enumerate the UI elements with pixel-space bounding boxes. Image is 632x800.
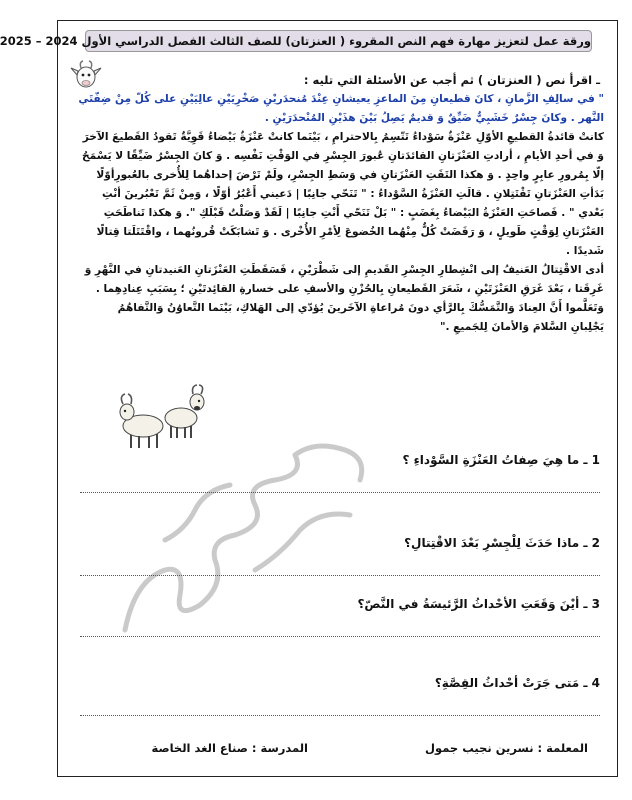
question-1-block [80,453,600,493]
goat-pair-icon [113,382,213,456]
question-4: 4 ـ مَتى جَرَتْ أحْداثُ القِصَّةِ؟ [434,676,600,690]
goat-head-icon [69,60,103,94]
answer-line-4[interactable] [80,714,600,716]
story-line: " في سالِفِ الزَّمانِ ، كانَ قطيعانِ مِنَ الماعزِ يعيشانِ عِنْدَ مُنحدَريْنِ صَخْرِيَيْنِ عالِيَيْنِ على كُلّ مِنْ ضِفّتَي [78,93,604,105]
story-line: غَرِقَتا ، بَعْدَ غَرَقِ العَنْزَتَيْنِ ، شَعَرَ القَطيعانِ بِالحُزْنِ والأسفِ على خسارةِ القائِدتَيْنِ ؛ بِسَبَبِ عِنادِهِما . [95,283,604,295]
school-name: المدرسة : صناع الغد الخاصة [151,741,308,755]
answer-line-1[interactable] [80,491,600,493]
story-line: إلّا بِمُرورِ عابِرٍ واحِدٍ . وَ هكذا التَقَتِ العَنْزَتانِ في وَسَطِ الجِسْرِ، ولَمْ تَرْضَ إحداهُما لِلأُخرى بالعُبورِأوّلًا [96,169,604,181]
answer-line-3[interactable] [80,635,600,637]
story-text [74,90,604,337]
story-line: بَعْدي " . فَصاحَتِ العَنْزَةُ البَيْضاءُ بِغَضَبٍ : " بَلْ تَنَحّي أَنْتِ جانِبًا | لَقَدْ وَصَلْتُ قَبْلَكِ ". وَ هكذا تَناطَحَتِ [103,207,604,219]
question-4-block [80,676,600,716]
question-1: 1 ـ ما هِيَ صِفاتُ العَنْزَةِ السَّوْداءِ ؟ [402,453,600,467]
question-3-block [80,597,600,637]
question-3: 3 ـ أيْنَ وَقَعَتِ الأحْداثُ الرَّئيسَةُ في النَّصّ؟ [357,597,600,611]
story-line: أدى الاقْتِتالُ العَنيفُ إلى انْشِطارِ الجِسْرِ القَديمِ إلى شَطْرَيْنِ ، فَسَقَطَتِ العَنْزَتانِ العَنيدتانِ في النَّهْرِ وَ [84,264,604,276]
story-line: وَ في أحدِ الأيامِ ، أرادتِ العَنْزَتانِ القائدَتانِ عُبورَ الجِسْرِ في الوَقْتِ نَفْسِه . وَ كانَ الجِسْرُ ضَيِّقًا لا يَسْمَحُ [82,150,604,162]
story-line: النَّهر . وكانَ جِسْرٌ خَشَبِيٌّ ضَيِّقٌ وَ قديمٌ يَصِلُ بَيْنَ هذَيْنِ المُنْحدَرَيْنِ . [264,112,604,124]
answer-line-2[interactable] [80,574,600,576]
story-line: العَنْزَتانِ لِوَقْتٍ طَويلٍ ، وَ رَفَضَتْ كُلٌّ مِنْهُما الخُضوعَ لِأمْرِ الأُخْرى . وَ تَشابَكَتْ قُرونُهما ، واقْتَتَلَتا قِتالًا [96,226,604,238]
story-line: وَتَعَلَّموا أَنَّ العِنادَ وَالتَّمَسُّكَ بِالرَّأي دونَ مُراعاةِ الآخَرينَ يُؤدّي إلى الهَلاكِ، بَيْنَما التَّعاوُنُ وَالتَّفاهُمُ [117,302,604,314]
question-2-block [80,536,600,576]
worksheet-title: ورقة عمل لتعزيز مهارة فهم النص المقروء ( العنزتان) للصف الثالث الفصل الدراسي الأول 2024 – 2025 [85,30,592,52]
teacher-name: المعلمة : نسرين نجيب جمول [425,741,588,755]
story-line: شَديدًا . [566,245,604,257]
story-line: يَجْلِبانِ السَّلامَ وَالأمانَ لِلجَميعِ ." [439,321,604,333]
story-line: كانتْ قائدةُ القطيعِ الأوّلِ عَنْزَةٌ سَوْداءُ تَتّسِمُ بِالاحترامِ ، بَيْنَما كانتْ عَنْزَةٌ بَيْضاءُ قَوِيَّةٌ تَقودُ القَطيعَ الآخرَ [82,131,604,143]
question-2: 2 ـ ماذا حَدَثَ لِلْجِسْرِ بَعْدَ الاقْتِتالِ؟ [404,536,600,550]
story-line: بَدَأتِ العَنْزَتانِ تَقْتَتِلانِ . قالَتِ العَنْزَةُ السَّوْداءُ : " تَنَحّي جانِبًا | دَعيني أَعْبُرُ أوّلًا ، وَمِنْ ثَمَّ تَعْبُرينَ أنْتِ [102,188,604,200]
reading-instruction: ـ اقرأ نص ( العنزتان ) ثم أجب عن الأسئلة التي تليه : [303,73,600,87]
